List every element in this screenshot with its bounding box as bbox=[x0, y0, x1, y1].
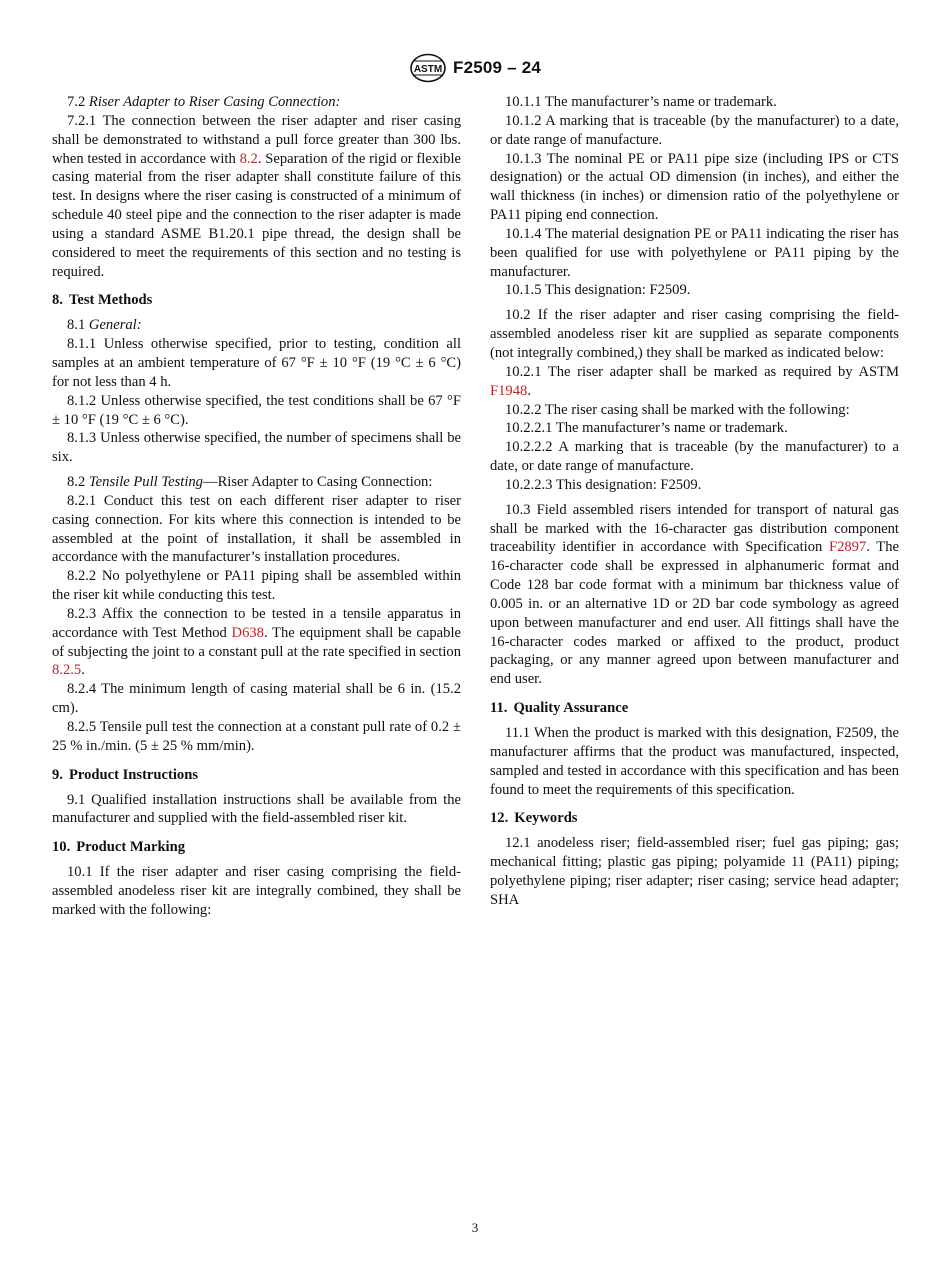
ref-link-8-2-5[interactable]: 8.2.5 bbox=[52, 662, 82, 679]
section-11-1: 11.1 When the product is marked with this designation, F2509, the manufacturer affirms that the product was manufactured, inspected, sampled and tested in accordance with this specification and has been found to meet the requirements of this specification. bbox=[490, 725, 899, 798]
section-8-1-1: 8.1.1 Unless otherwise specified, prior to testing, condition all samples at an ambient temperature of 67 °F ± 10 °F (19 °C ± 6 °C) for not less than 4 h. bbox=[52, 336, 461, 390]
section-8-2-3: 8.2.3 Affix the connection to be tested in a tensile apparatus in accordance with Test Method D638. The equipment shall be capable of subjecting the joint to a constant pull at the rate specified in section 8.2.5. bbox=[52, 605, 461, 679]
section-8-2-5: 8.2.5 Tensile pull test the connection at a constant pull rate of 0.2 ± 25 % in./min. (5 ± 25 % mm/min). bbox=[52, 719, 461, 754]
section-10-2-2-2: 10.2.2.2 A marking that is traceable (by the manufacturer) to a date, or date range of manufacture. bbox=[490, 439, 899, 475]
section-10-2: 10.2 If the riser adapter and riser casing comprising the field-assembled anodeless riser kit are supplied as separate components (not integrally combined,) they shall be marked as indicated below: bbox=[490, 307, 899, 361]
ref-link-8-2[interactable]: 8.2 bbox=[239, 150, 258, 167]
section-10-1: 10.1 If the riser adapter and riser casing comprising the field-assembled anodeless riser kit are integrally combined, they shall be marked with the following: bbox=[52, 864, 461, 918]
section-12-heading: 12. Keywords bbox=[490, 810, 578, 827]
section-10-2-2-1: 10.2.2.1 The manufacturer’s name or trademark. bbox=[505, 420, 788, 437]
section-9-1: 9.1 Qualified installation instructions shall be available from the manufacturer and supplied with the field-assembled riser kit. bbox=[52, 791, 461, 827]
section-10-2-2-3: 10.2.2.3 This designation: F2509. bbox=[505, 476, 702, 493]
section-10-2-1: 10.2.1 The riser adapter shall be marked as required by ASTM F1948. bbox=[490, 363, 899, 399]
section-10-3: 10.3 Field assembled risers intended for transport of natural gas shall be marked with the 16-character gas distribution component traceability identifier in accordance with Specification F2897. The 16-character code shall be expressed in alphanumeric format and Code 128 bar code format with a minimum bar thickness value of 0.005 in. or an alternative 1D or 2D bar code symbology as agreed upon between manufacturer and end user. All fittings shall have the 16-character codes marked or affixed to the product, product packaging, or any manner agreed upon between manufacturer and end user. bbox=[490, 501, 899, 688]
section-10-1-2: 10.1.2 A marking that is traceable (by the manufacturer) to a date, or date range of manufacture. bbox=[490, 112, 899, 148]
section-8-2-4: 8.2.4 The minimum length of casing material shall be 6 in. (15.2 cm). bbox=[52, 681, 461, 717]
section-11-heading: 11. Quality Assurance bbox=[490, 700, 629, 717]
page-number: 3 bbox=[471, 1220, 479, 1235]
section-8-2-2: 8.2.2 No polyethylene or PA11 piping shall be assembled within the riser kit while conducting this test. bbox=[52, 568, 461, 604]
section-10-2-2: 10.2.2 The riser casing shall be marked with the following: bbox=[505, 401, 850, 418]
section-8-2-heading: 8.2 Tensile Pull Testing—Riser Adapter to Casing Connection: bbox=[67, 474, 433, 491]
section-8-2-1: 8.2.1 Conduct this test on each different riser adapter to riser casing connection. For kits where this connection is intended to be assembled at the point of installation, it shall be assembled in accordance with the manufacturer’s installation procedures. bbox=[52, 492, 461, 566]
section-8-heading: 8. Test Methods bbox=[52, 292, 153, 309]
left-column bbox=[52, 93, 461, 920]
section-12-1: 12.1 anodeless riser; field-assembled riser; fuel gas piping; gas; mechanical fitting; plastic gas piping; polyamide 11 (PA11) piping; polyethylene piping; riser adapter; riser casing; service head adapter; SHA bbox=[490, 835, 899, 908]
page-header bbox=[0, 52, 950, 84]
section-10-1-4: 10.1.4 The material designation PE or PA11 indicating the riser has been qualified for use with polyethylene or PA11 piping by the manufacturer. bbox=[490, 225, 899, 280]
document-designation: F2509 – 24 bbox=[452, 58, 541, 77]
section-7-2-1: 7.2.1 The connection between the riser adapter and riser casing shall be demonstrated to withstand a pull force greater than 300 lbs. when tested in accordance with 8.2. Separation of the rigid or flexible casing material from the riser adapter shall constitute failure of this test. In designs where the riser casing is constructed of a minimum of schedule 40 steel pipe and the connection to the riser adapter is made using a standard ASME B1.20.1 pipe thread, the design shall be considered to meet the requirements of this section and no testing is required. bbox=[52, 112, 461, 280]
section-8-1-heading: 8.1 General: bbox=[67, 317, 142, 334]
ref-link-f1948[interactable]: F1948 bbox=[490, 382, 528, 399]
ref-link-f2897[interactable]: F2897 bbox=[828, 539, 867, 556]
section-9-heading: 9. Product Instructions bbox=[52, 766, 199, 783]
section-10-1-3: 10.1.3 The nominal PE or PA11 pipe size (including IPS or CTS designation) or the actual OD dimension (in inches), and either the wall thickness (in inches) or dimension ratio of the polyethylene or PA11 piping end connection. bbox=[490, 150, 899, 224]
section-10-1-5: 10.1.5 This designation: F2509. bbox=[505, 282, 691, 299]
section-10-1-1: 10.1.1 The manufacturer’s name or trademark. bbox=[505, 94, 777, 110]
section-10-heading: 10. Product Marking bbox=[52, 839, 186, 856]
astm-logo bbox=[409, 53, 447, 83]
section-7-2-heading: 7.2 Riser Adapter to Riser Casing Connection: bbox=[67, 94, 341, 110]
svg-text:ASTM: ASTM bbox=[413, 64, 443, 75]
section-8-1-3: 8.1.3 Unless otherwise specified, the number of specimens shall be six. bbox=[52, 430, 461, 466]
section-8-1-2: 8.1.2 Unless otherwise specified, the test conditions shall be 67 °F ± 10 °F (19 °C ± 6 °C). bbox=[52, 392, 461, 428]
right-column bbox=[490, 93, 899, 910]
ref-link-d638[interactable]: D638 bbox=[231, 624, 264, 641]
